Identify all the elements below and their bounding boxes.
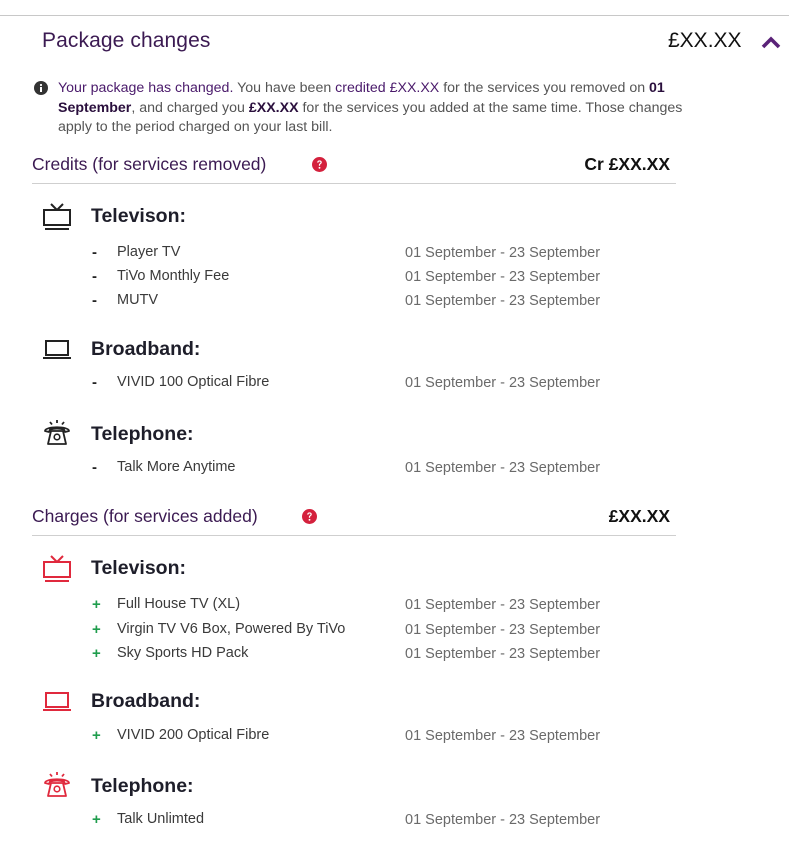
minus-mark: -	[92, 459, 97, 476]
service-name: MUTV	[117, 292, 159, 308]
list-item	[92, 596, 652, 616]
tv-icon	[42, 201, 72, 231]
credits-broadband-label: Broadband:	[91, 338, 201, 360]
notice-text-d: for the services you added at the same time. Those changes apply to the period charged on your last bill.	[58, 99, 683, 135]
service-dates: 01 September - 23 September	[405, 245, 601, 261]
telephone-icon	[42, 771, 72, 801]
service-dates: 01 September - 23 September	[405, 293, 601, 309]
credits-amount: Cr £XX.XX	[584, 154, 670, 174]
list-item	[92, 244, 652, 264]
plus-mark: +	[92, 621, 101, 638]
service-name: Player TV	[117, 244, 181, 260]
service-dates: 01 September - 23 September	[405, 460, 601, 476]
tv-icon	[42, 553, 72, 583]
charges-television-label: Televison:	[91, 557, 186, 579]
notice-date: 01 September	[58, 80, 665, 116]
service-dates: 01 September - 23 September	[405, 728, 601, 744]
notice-text-b: for the services you removed on	[439, 80, 650, 96]
credits-television-label: Televison:	[91, 205, 186, 227]
credits-television-category	[42, 201, 642, 231]
service-name: Virgin TV V6 Box, Powered By TiVo	[117, 621, 346, 637]
service-dates: 01 September - 23 September	[405, 375, 601, 391]
charges-television-category	[42, 553, 642, 583]
charges-broadband-label: Broadband:	[91, 690, 201, 712]
list-item	[92, 459, 652, 479]
help-icon[interactable]	[302, 509, 317, 524]
plus-mark: +	[92, 645, 101, 662]
charges-broadband-category	[42, 686, 642, 716]
service-dates: 01 September - 23 September	[405, 269, 601, 285]
package-title: Package changes	[42, 29, 211, 52]
notice-charge-amount: £XX.XX	[248, 99, 299, 116]
service-name: Full House TV (XL)	[117, 596, 241, 612]
service-name: VIVID 200 Optical Fibre	[117, 727, 270, 743]
minus-mark: -	[92, 244, 97, 261]
list-item	[92, 268, 652, 288]
plus-mark: +	[92, 596, 101, 613]
list-item	[92, 374, 652, 394]
charges-telephone-label: Telephone:	[91, 775, 194, 797]
minus-mark: -	[92, 374, 97, 391]
laptop-icon	[42, 686, 72, 716]
charges-amount: £XX.XX	[608, 506, 670, 526]
service-dates: 01 September - 23 September	[405, 812, 601, 828]
notice-text-c: , and charged you	[131, 99, 249, 116]
package-amount: £XX.XX	[668, 29, 742, 52]
charges-title: Charges (for services added)	[32, 506, 258, 526]
list-item	[92, 292, 652, 312]
plus-mark: +	[92, 727, 101, 744]
credits-section-header	[32, 154, 676, 184]
plus-mark: +	[92, 811, 101, 828]
service-dates: 01 September - 23 September	[405, 597, 601, 613]
list-item	[92, 727, 652, 747]
notice-credit-amount: credited £XX.XX	[335, 80, 440, 96]
minus-mark: -	[92, 268, 97, 285]
charges-section-header	[32, 506, 676, 536]
chevron-up-icon[interactable]	[760, 34, 782, 50]
list-item	[92, 621, 652, 641]
credits-broadband-category	[42, 334, 642, 364]
list-item	[92, 811, 652, 831]
charges-telephone-category	[42, 771, 642, 801]
info-icon	[34, 81, 48, 95]
list-item	[92, 645, 652, 665]
service-name: Sky Sports HD Pack	[117, 645, 249, 661]
credits-telephone-label: Telephone:	[91, 423, 194, 445]
service-dates: 01 September - 23 September	[405, 622, 601, 638]
laptop-icon	[42, 334, 72, 364]
service-name: Talk More Anytime	[117, 459, 236, 475]
package-changes-header[interactable]	[0, 16, 800, 68]
credits-telephone-category	[42, 419, 642, 449]
credits-title: Credits (for services removed)	[32, 154, 267, 174]
notice-headline: Your package has changed.	[58, 80, 234, 96]
service-name: Talk Unlimted	[117, 811, 205, 827]
service-name: VIVID 100 Optical Fibre	[117, 374, 270, 390]
service-dates: 01 September - 23 September	[405, 646, 601, 662]
help-icon[interactable]	[312, 157, 327, 172]
notice-text	[58, 79, 688, 138]
minus-mark: -	[92, 292, 97, 309]
telephone-icon	[42, 419, 72, 449]
notice-text-a: You have been	[233, 80, 336, 96]
service-name: TiVo Monthly Fee	[117, 268, 230, 284]
